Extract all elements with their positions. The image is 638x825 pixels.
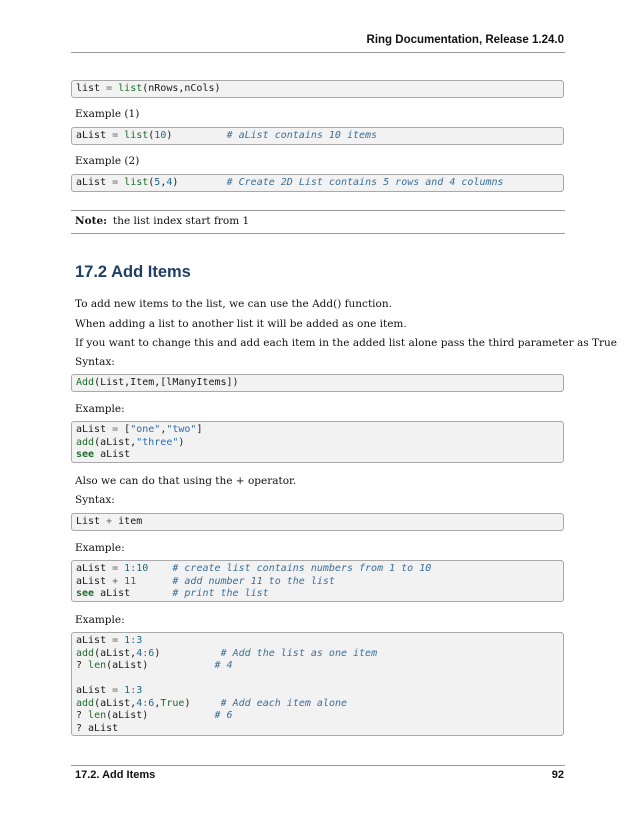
note-text: the list index start from 1 bbox=[113, 215, 250, 227]
note-top-rule bbox=[71, 210, 565, 211]
code-number: 1 bbox=[124, 685, 131, 696]
code-builtin: add bbox=[76, 647, 95, 659]
code-block-plus-example bbox=[71, 560, 564, 602]
code-line bbox=[76, 588, 559, 601]
paragraph-plus-operator: Also we can do that using the + operator. bbox=[75, 475, 297, 487]
paragraph-third-parameter: If you want to change this and add each item in the added list alone pass the third parameter as True bbox=[75, 337, 617, 349]
code-operator: = bbox=[106, 424, 125, 435]
code-operator: + bbox=[106, 575, 125, 587]
example-2-label: Example (2) bbox=[75, 155, 140, 167]
code-operator: + bbox=[100, 516, 119, 527]
note-bottom-rule bbox=[71, 233, 565, 234]
code-line bbox=[76, 377, 559, 390]
code-builtin: add bbox=[76, 697, 95, 709]
code-text: [ bbox=[124, 424, 131, 435]
code-number: 6 bbox=[148, 647, 155, 659]
code-text: ? bbox=[76, 660, 89, 671]
example-label-2: Example: bbox=[75, 542, 125, 554]
code-text bbox=[148, 563, 172, 574]
code-keyword: see bbox=[76, 588, 95, 599]
code-text: ) bbox=[178, 436, 185, 448]
code-operator: = bbox=[100, 83, 119, 94]
code-text: (aList, bbox=[94, 436, 137, 448]
code-string: "one" bbox=[130, 424, 161, 435]
code-operator: = bbox=[106, 177, 125, 188]
code-operator: : bbox=[130, 635, 137, 646]
code-number: 10 bbox=[136, 563, 149, 574]
code-line bbox=[76, 437, 559, 450]
code-text bbox=[178, 177, 226, 188]
code-line bbox=[76, 516, 559, 529]
code-text: aList bbox=[76, 424, 107, 435]
code-text: ) bbox=[184, 697, 191, 709]
code-number: 5 bbox=[154, 177, 161, 188]
code-text bbox=[148, 710, 214, 721]
code-string: "three" bbox=[136, 436, 179, 448]
code-text: list bbox=[76, 83, 101, 94]
code-text bbox=[172, 130, 226, 141]
code-text: aList bbox=[76, 685, 107, 696]
code-string: "two" bbox=[166, 424, 197, 435]
code-operator: : bbox=[130, 685, 137, 696]
example-1-label: Example (1) bbox=[75, 108, 140, 120]
code-text: (nRows,nCols) bbox=[142, 83, 221, 94]
code-builtin: list bbox=[124, 130, 149, 141]
header-divider bbox=[71, 52, 565, 53]
code-number: 4 bbox=[136, 697, 143, 709]
paragraph-add-list: When adding a list to another list it will be added as one item. bbox=[75, 318, 407, 330]
code-block-example-2 bbox=[71, 174, 564, 192]
code-operator: : bbox=[142, 647, 149, 659]
code-line bbox=[76, 710, 559, 723]
code-text: ) bbox=[172, 177, 179, 188]
code-builtin: add bbox=[76, 436, 95, 448]
code-comment: # 6 bbox=[214, 710, 233, 721]
code-text: ) bbox=[154, 647, 161, 659]
code-block-list-syntax bbox=[71, 80, 564, 98]
code-operator: = bbox=[106, 130, 125, 141]
code-text: aList bbox=[76, 635, 107, 646]
code-comment: # Add each item alone bbox=[220, 697, 348, 709]
code-builtin: len bbox=[88, 660, 107, 671]
code-text: (aList) bbox=[106, 660, 149, 671]
code-operator: : bbox=[130, 563, 137, 574]
code-line bbox=[76, 563, 559, 576]
code-comment: # 4 bbox=[214, 660, 233, 671]
code-line bbox=[76, 424, 559, 437]
code-line bbox=[76, 685, 559, 698]
code-line bbox=[76, 673, 559, 686]
code-comment: # Create 2D List contains 5 rows and 4 columns bbox=[226, 177, 504, 188]
code-text: List bbox=[76, 516, 101, 527]
code-text: (aList, bbox=[94, 697, 137, 709]
code-number: 1 bbox=[124, 563, 131, 574]
code-number: 10 bbox=[154, 130, 167, 141]
code-builtin: True bbox=[160, 697, 185, 709]
code-text: ( bbox=[148, 177, 155, 188]
code-line bbox=[76, 576, 559, 589]
example-label-1: Example: bbox=[75, 403, 125, 415]
code-text: (List,Item,[lManyItems]) bbox=[94, 377, 239, 388]
code-line bbox=[76, 648, 559, 661]
page-header-title: Ring Documentation, Release 1.24.0 bbox=[366, 34, 564, 46]
syntax-label-2: Syntax: bbox=[75, 494, 115, 506]
code-keyword: see bbox=[76, 449, 95, 460]
code-text: aList bbox=[94, 588, 131, 599]
code-text: (aList) bbox=[106, 710, 149, 721]
paragraph-add-function: To add new items to the list, we can use the Add() function. bbox=[75, 298, 392, 310]
code-block-plus-syntax bbox=[71, 513, 564, 531]
code-builtin: Add bbox=[76, 377, 95, 388]
code-text: ? bbox=[76, 710, 89, 721]
code-number: 3 bbox=[136, 685, 143, 696]
code-text bbox=[190, 698, 220, 709]
code-line bbox=[76, 660, 559, 673]
code-line bbox=[76, 177, 559, 190]
footer-page-number: 92 bbox=[551, 769, 564, 781]
syntax-label-1: Syntax: bbox=[75, 356, 115, 368]
code-text: ? aList bbox=[76, 722, 119, 734]
code-line bbox=[76, 83, 559, 96]
footer-divider bbox=[71, 765, 565, 766]
code-text: aList bbox=[94, 449, 131, 460]
code-text: , bbox=[154, 697, 161, 709]
code-builtin: list bbox=[118, 83, 143, 94]
code-number: 6 bbox=[148, 697, 155, 709]
code-line bbox=[76, 449, 559, 462]
code-text: item bbox=[118, 516, 143, 527]
code-block-add-many-example bbox=[71, 632, 564, 736]
code-block-add-syntax bbox=[71, 374, 564, 392]
code-comment: # aList contains 10 items bbox=[226, 130, 378, 141]
code-text: aList bbox=[76, 177, 107, 188]
code-line bbox=[76, 130, 559, 143]
code-number: 3 bbox=[136, 635, 143, 646]
code-operator: = bbox=[106, 685, 125, 696]
code-text: , bbox=[160, 424, 167, 435]
code-number: 4 bbox=[166, 177, 173, 188]
code-text bbox=[160, 648, 220, 659]
code-number: 4 bbox=[136, 647, 143, 659]
code-text: aList bbox=[76, 563, 107, 574]
code-comment: # Add the list as one item bbox=[220, 647, 378, 659]
code-comment: # add number 11 to the list bbox=[172, 575, 335, 587]
note-label: Note: bbox=[75, 215, 108, 227]
code-operator: = bbox=[106, 563, 125, 574]
code-text: ) bbox=[166, 130, 173, 141]
section-heading: 17.2 Add Items bbox=[75, 263, 191, 281]
code-builtin: list bbox=[124, 177, 149, 188]
code-line bbox=[76, 723, 559, 736]
code-comment: # print the list bbox=[172, 588, 269, 599]
note bbox=[75, 215, 249, 227]
code-text: (aList, bbox=[94, 647, 137, 659]
code-text: aList bbox=[76, 130, 107, 141]
code-text: ( bbox=[148, 130, 155, 141]
code-builtin: len bbox=[88, 710, 107, 721]
example-label-3: Example: bbox=[75, 614, 125, 626]
code-operator: : bbox=[142, 697, 149, 709]
code-comment: # create list contains numbers from 1 to 10 bbox=[172, 563, 432, 574]
code-line bbox=[76, 698, 559, 711]
code-text: aList bbox=[76, 575, 107, 587]
code-number: 11 bbox=[124, 575, 137, 587]
code-line bbox=[76, 635, 559, 648]
code-block-add-example bbox=[71, 421, 564, 463]
footer-section-label: 17.2. Add Items bbox=[75, 769, 156, 781]
code-text: , bbox=[160, 177, 167, 188]
code-text bbox=[136, 576, 172, 587]
code-text: ] bbox=[196, 424, 203, 435]
code-text bbox=[130, 588, 172, 599]
code-block-example-1 bbox=[71, 127, 564, 145]
code-text bbox=[148, 660, 214, 671]
code-number: 1 bbox=[124, 635, 131, 646]
code-operator: = bbox=[106, 635, 125, 646]
